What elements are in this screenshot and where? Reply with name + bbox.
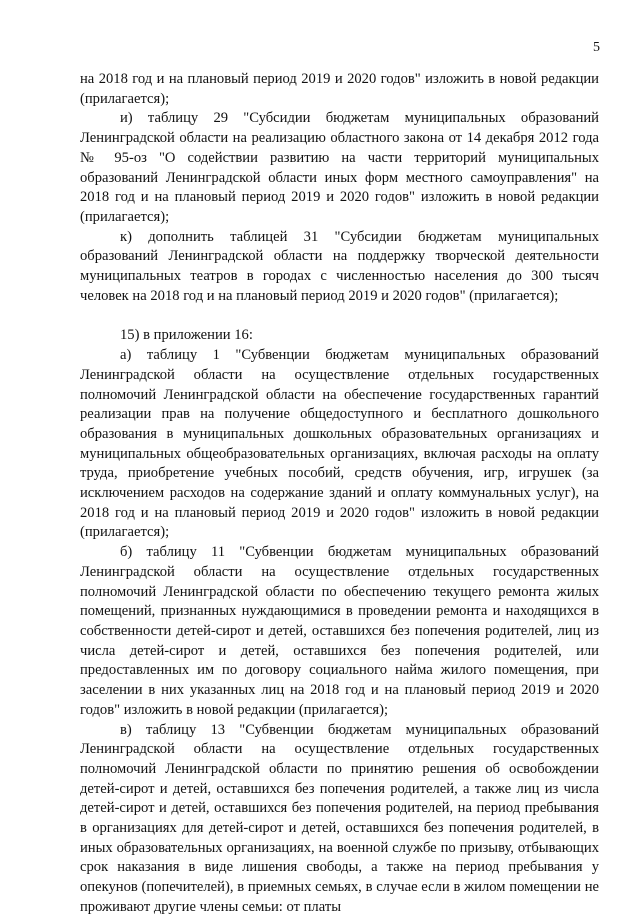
document-body (80, 70, 599, 918)
paragraph-item-a: а) таблицу 1 "Субвенции бюджетам муниципальных образований Ленинградской области на осуществление отдельных государственных полномочий Ленинградской области на обеспечение государственных гарантий реализации прав на получение общедоступного и бесплатного дошкольного образования в муниципальных дошкольных образовательных организациях и муниципальных общеобразовательных организациях, включая расходы на оплату труда, приобретение учебных пособий, средств обучения, игр, игрушек (за исключением расходов на содержание зданий и оплату коммунальных услуг), на 2018 год и на плановый период 2019 и 2020 годов" изложить в новой редакции (прилагается); (80, 347, 599, 541)
paragraph-item-i: и) таблицу 29 "Субсидии бюджетам муниципальных образований Ленинградской области на реализацию областного закона от 14 декабря 2012 года № 95-оз "О содействии развитию на части территорий муниципальных образований Ленинградской области иных форм местного самоуправления" на 2018 год и на плановый период 2019 и 2020 годов" изложить в новой редакции (прилагается); (80, 110, 599, 225)
paragraph-item-15: 15) в приложении 16: (120, 327, 253, 344)
paragraph-item-b: б) таблицу 11 "Субвенции бюджетам муниципальных образований Ленинградской области на осуществление отдельных государственных полномочий Ленинградской области по обеспечению текущего ремонта жилых помещений, признанных нуждающимися в проведении ремонта и находящихся в собственности детей-сирот и детей, оставшихся без попечения родителей, лиц из числа детей-сирот и детей, оставшихся без попечения родителей, или предоставленных им по договору социального найма жилого помещения, при заселении в них указанных лиц на 2018 год и на плановый период 2019 и 2020 годов" изложить в новой редакции (прилагается); (80, 544, 599, 718)
paragraph-item-k: к) дополнить таблицей 31 "Субсидии бюджетам муниципальных образований Ленинградской области на поддержку творческой деятельности муниципальных театров в городах с численностью населения до 300 тысяч человек на 2018 год и на плановый период 2019 и 2020 годов" (прилагается); (80, 228, 599, 304)
page-number: 5 (593, 40, 600, 55)
paragraph-item-v: в) таблицу 13 "Субвенции бюджетам муниципальных образований Ленинградской области на осуществление отдельных государственных полномочий Ленинградской области по принятию решения об освобождении детей-сирот и детей, оставшихся без попечения родителей, а также лиц из числа детей-сирот и детей, оставшихся без попечения родителей, на период пребывания в организациях для детей-сирот и детей, оставшихся без попечения родителей, в иных образовательных организациях, на военной службе по призыву, отбывающих срок наказания в виде лишения свободы, а также на период пребывания у опекунов (попечителей), в приемных семьях, в случае если в жилом помещении не проживают другие члены семьи: от платы (80, 721, 599, 915)
paragraph-gap (80, 306, 599, 326)
paragraph-continuation: на 2018 год и на плановый период 2019 и 2020 годов" изложить в новой редакции (прилагается); (80, 71, 599, 107)
